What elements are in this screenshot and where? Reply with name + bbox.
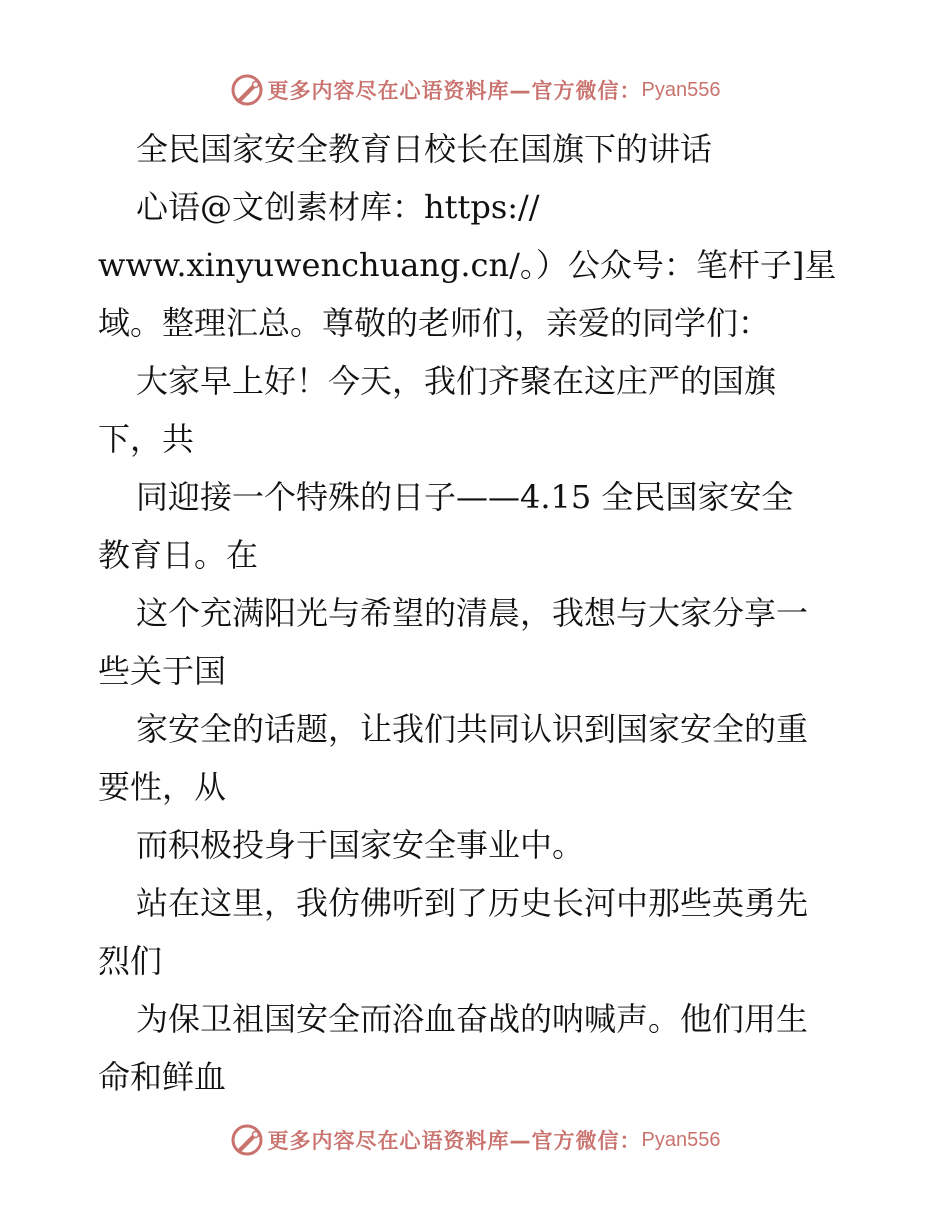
doc-line: 大家早上好！今天，我们齐聚在这庄严的国旗 [136,362,777,400]
doc-line: 域。整理汇总。尊敬的老师们，亲爱的同学们： [98,304,771,342]
doc-line: 站在这里，我仿佛听到了历史长河中那些英勇先 [136,884,809,922]
doc-line: 为保卫祖国安全而浴血奋战的呐喊声。他们用生 [136,1000,809,1038]
doc-line: 要性，从 [98,768,227,806]
doc-line: 这个充满阳光与希望的清晨，我想与大家分享一 [136,594,809,632]
doc-line: 全民国家安全教育日校长在国旗下的讲话 [136,130,713,168]
banner-text: 更多内容尽在心语资料库—官方微信： [267,1129,642,1153]
doc-line: 些关于国 [98,652,227,690]
doc-line: www.xinyuwenchuang.cn/。）公众号：笔杆子]星 [98,246,837,284]
doc-line: 同迎接一个特殊的日子——4.15 全民国家安全 [136,478,794,516]
document-body [98,120,858,1106]
doc-line: 命和鲜血 [98,1058,227,1096]
banner-wechat-id: Pyan556 [641,78,721,101]
header-banner [0,70,950,110]
pen-logo-icon [230,1123,264,1157]
doc-line: 而积极投身于国家安全事业中。 [136,826,585,864]
banner-wechat-id: Pyan556 [641,1128,721,1151]
doc-line: 家安全的话题，让我们共同认识到国家安全的重 [136,710,809,748]
footer-banner [0,1120,950,1160]
pen-logo-icon [230,73,264,107]
doc-line: 心语@文创素材库：https:// [136,188,540,226]
doc-line: 烈们 [98,942,163,980]
doc-line: 下，共 [98,420,195,458]
banner-text: 更多内容尽在心语资料库—官方微信： [267,79,642,103]
doc-line: 教育日。在 [98,536,259,574]
